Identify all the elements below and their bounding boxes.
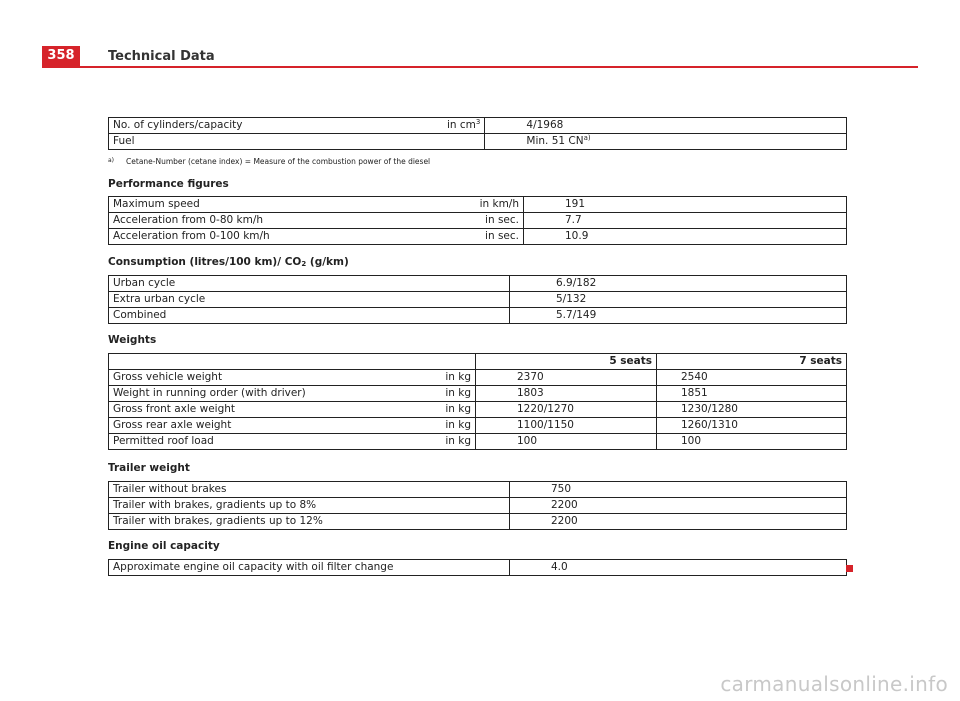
table-row xyxy=(109,402,847,418)
row-value: 2200 xyxy=(510,498,847,514)
row-unit: in km/h xyxy=(475,197,524,213)
weights-title: Weights xyxy=(108,334,157,346)
weights-table xyxy=(108,353,847,450)
consumption-title: Consumption (litres/100 km)/ CO2 (g/km) xyxy=(108,256,349,268)
row-value: 4/1968 xyxy=(485,118,847,134)
row-value: 10.9 xyxy=(524,229,847,245)
table-row xyxy=(109,514,847,530)
row-value-5-seats: 2370 xyxy=(476,370,657,386)
row-value-7-seats: 2540 xyxy=(657,370,847,386)
row-value: 5.7/149 xyxy=(510,308,847,324)
section-end-marker xyxy=(846,565,853,572)
row-label: Maximum speed xyxy=(109,197,476,213)
table-row xyxy=(109,418,847,434)
row-value: Min. 51 CN$^{a)}$ xyxy=(485,134,847,150)
header-empty-cell xyxy=(109,354,476,370)
footnote-mark: a) xyxy=(108,157,115,164)
row-value: 7.7 xyxy=(524,213,847,229)
row-unit: in kg xyxy=(437,418,476,434)
table-row xyxy=(109,134,847,150)
table-row xyxy=(109,118,847,134)
table-row xyxy=(109,434,847,450)
row-label: Gross vehicle weight xyxy=(109,370,438,386)
table-row xyxy=(109,370,847,386)
row-label: Combined xyxy=(109,308,510,324)
page-header xyxy=(42,46,918,66)
table-row xyxy=(109,308,847,324)
footnote-text: Cetane-Number (cetane index) = Measure of the combustion power of the diesel xyxy=(126,157,431,166)
row-value-5-seats: 1100/1150 xyxy=(476,418,657,434)
performance-table xyxy=(108,196,847,245)
trailer-table xyxy=(108,481,847,530)
col-header-7-seats: 7 seats xyxy=(657,354,847,370)
oil-title: Engine oil capacity xyxy=(108,540,220,552)
row-value-5-seats: 1803 xyxy=(476,386,657,402)
row-label: Trailer with brakes, gradients up to 12% xyxy=(109,514,510,530)
row-label: Approximate engine oil capacity with oil filter change xyxy=(109,560,510,576)
row-label: Trailer with brakes, gradients up to 8% xyxy=(109,498,510,514)
row-label: Trailer without brakes xyxy=(109,482,510,498)
row-unit: in kg xyxy=(437,434,476,450)
row-value: 6.9/182 xyxy=(510,276,847,292)
row-unit: in kg xyxy=(437,402,476,418)
row-label: Fuel xyxy=(109,134,485,150)
row-unit: in sec. xyxy=(475,229,524,245)
row-label: Gross rear axle weight xyxy=(109,418,438,434)
engine-table xyxy=(108,117,847,150)
table-row xyxy=(109,482,847,498)
row-label: Acceleration from 0-80 km/h xyxy=(109,213,476,229)
row-label: Acceleration from 0-100 km/h xyxy=(109,229,476,245)
row-label: Extra urban cycle xyxy=(109,292,510,308)
row-label: Permitted roof load xyxy=(109,434,438,450)
table-row xyxy=(109,276,847,292)
table-row xyxy=(109,292,847,308)
row-value: 4.0 xyxy=(510,560,847,576)
row-value: 750 xyxy=(510,482,847,498)
table-row xyxy=(109,498,847,514)
row-label: Gross front axle weight xyxy=(109,402,438,418)
table-row xyxy=(109,213,847,229)
oil-table xyxy=(108,559,847,576)
watermark: carmanualsonline.info xyxy=(720,672,948,696)
row-label: Weight in running order (with driver) xyxy=(109,386,438,402)
performance-title: Performance figures xyxy=(108,178,229,190)
footnote xyxy=(108,157,430,166)
table-row xyxy=(109,386,847,402)
header-rule xyxy=(42,66,918,68)
trailer-title: Trailer weight xyxy=(108,462,190,474)
table-row xyxy=(109,229,847,245)
row-value-7-seats: 100 xyxy=(657,434,847,450)
row-value-7-seats: 1260/1310 xyxy=(657,418,847,434)
table-header-row xyxy=(109,354,847,370)
page-number: 358 xyxy=(42,46,80,66)
row-value-7-seats: 1851 xyxy=(657,386,847,402)
table-row xyxy=(109,560,847,576)
row-value: 5/132 xyxy=(510,292,847,308)
row-label: Urban cycle xyxy=(109,276,510,292)
row-value-7-seats: 1230/1280 xyxy=(657,402,847,418)
col-header-5-seats: 5 seats xyxy=(476,354,657,370)
consumption-table xyxy=(108,275,847,324)
row-unit: in kg xyxy=(437,370,476,386)
page-title: Technical Data xyxy=(108,49,215,64)
row-value-5-seats: 100 xyxy=(476,434,657,450)
table-row xyxy=(109,197,847,213)
row-value-5-seats: 1220/1270 xyxy=(476,402,657,418)
row-label: No. of cylinders/capacity xyxy=(109,118,444,134)
row-unit: in $cm^3$ xyxy=(443,118,485,134)
row-value: 2200 xyxy=(510,514,847,530)
row-unit: in kg xyxy=(437,386,476,402)
row-value: 191 xyxy=(524,197,847,213)
row-unit: in sec. xyxy=(475,213,524,229)
